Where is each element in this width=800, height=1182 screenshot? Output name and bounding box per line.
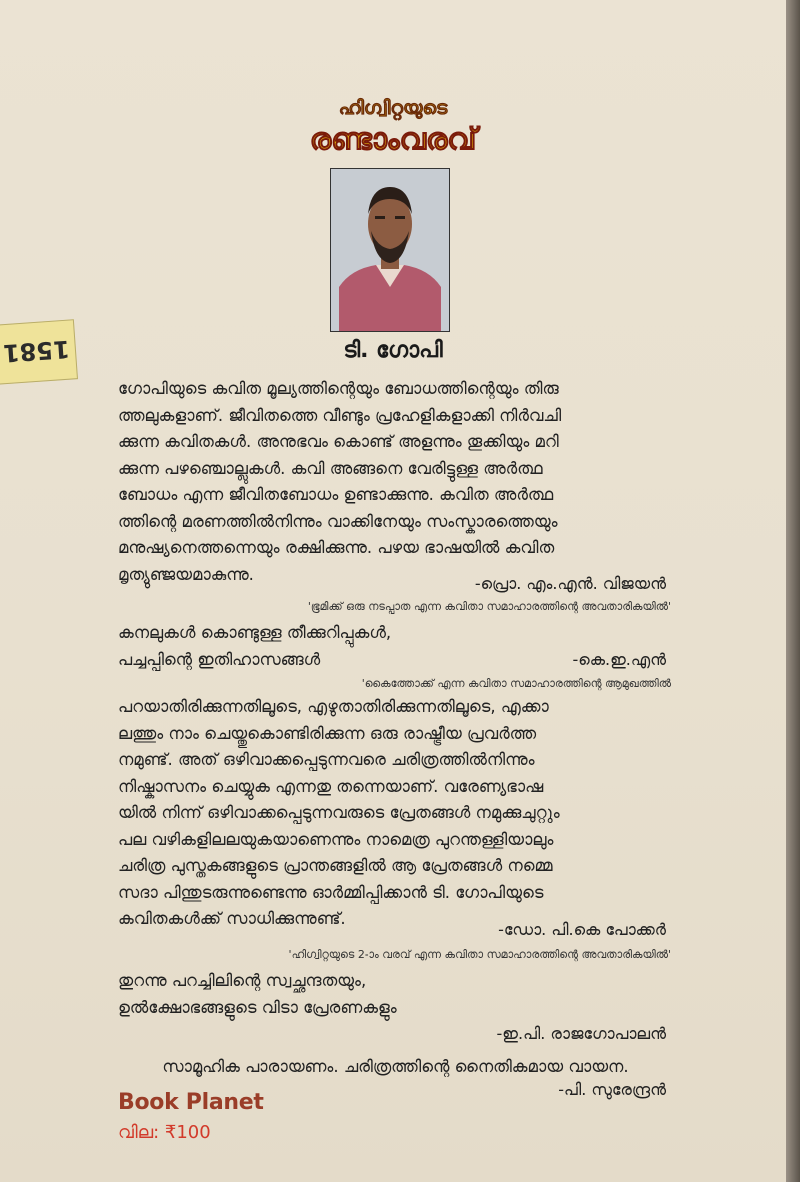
quote-line: ഗോപിയുടെ കവിത മൂല്യത്തിന്റെയും ബോധത്തിന്റെയും തിരു [118,379,559,398]
quote-line: ത്തലുകളാണ്. ജീവിതത്തെ വീണ്ടും പ്രഹേളികളാക്കി നിർവചി [118,405,562,425]
book-spine-edge [786,0,800,1182]
quote-line: നിഷ്കാസനം ചെയ്യുക എന്നതു തന്നെയാണ്. വരേണ്യഭാഷ [118,776,544,796]
quote-pokker [118,694,673,933]
quote-line: കവിതകൾക്ക് സാധിക്കുന്നുണ്ട്. [118,909,346,928]
quote-line: സാമൂഹിക പാരായണം. ചരിത്രത്തിന്റെ നൈതികമായ വായന. [162,1057,629,1076]
quote-vijayan [118,376,673,588]
quote-line: ത്തിന്റെ മരണത്തിൽനിന്നും വാക്കിനേയും സംസ്കാരത്തെയും [118,511,558,531]
quote-surendran [118,1054,673,1081]
source-note-pokker: 'ഹിഗ്വിറ്റയുടെ 2-ാം വരവ് എന്ന കവിതാ സമാഹാരത്തിന്റെ അവതാരികയിൽ' [288,948,671,961]
author-name: ടി. ഗോപി [343,338,443,363]
quote-line: മൃത്യുഞ്ജയമാകുന്നു. [118,564,254,584]
quote-line: പറയാതിരിക്കുന്നതിലൂടെ, എഴുതാതിരിക്കുന്നതിലൂടെ, എക്കാ [118,697,549,716]
attribution-ken: -കെ.ഇ.എൻ [572,650,666,669]
quote-line: മനുഷ്യനെത്തന്നെയും രക്ഷിക്കുന്നു. പഴയ ഭാഷയിൽ കവിത [118,538,555,557]
source-note-ken: 'കൈത്തോക്ക് എന്ന കവിതാ സമാഹാരത്തിന്റെ ആമുഖത്തിൽ [361,677,671,690]
quote-line: ക്കുന്ന കവിതകൾ. അനുഭവം കൊണ്ട് അളന്നും തൂക്കിയും മറി [118,432,559,451]
quote-line: ക്കുന്ന പഴഞ്ചൊല്ലുകൾ. കവി അങ്ങനെ വേരിട്ടുള്ള അർത്ഥ [118,458,543,478]
quote-line: കനലുകൾ കൊണ്ടുള്ള തീക്കുറിപ്പുകൾ, [118,623,392,642]
publisher-logo: Book Planet [118,1090,264,1115]
attribution-rajagopalan: -ഇ.പി. രാജഗോപാലൻ [496,1024,666,1043]
quote-line: ഉൽക്ഷോഭങ്ങളുടെ വിടാ പ്രേരണകളും [118,997,397,1017]
book-title-top: ഹിഗ്വിറ്റയുടെ [338,97,448,119]
source-note-vijayan: 'ഭൂമിക്ക് ഒരു നടപ്പാത എന്ന കവിതാ സമാഹാരത്തിന്റെ അവതാരികയിൽ' [307,600,671,613]
quote-line: സദാ പിന്തുടരുന്നുണ്ടെന്നു ഓർമ്മിപ്പിക്കാൻ ടി. ഗോപിയുടെ [118,882,544,902]
quote-line: ചരിത്ര പുസ്തകങ്ങളുടെ പ്രാന്തങ്ങളിൽ ആ പ്രേതങ്ങൾ നമ്മെ [118,856,553,875]
quote-line: നമുണ്ട്. അത് ഒഴിവാക്കപ്പെടുന്നവരെ ചരിത്രത്തിൽനിന്നും [118,750,535,769]
quote-line: ലത്തും നാം ചെയ്തുകൊണ്ടിരിക്കുന്ന ഒരു രാഷ്ട്രീയ പ്രവർത്ത [118,723,537,743]
quote-line: യിൽ നിന്ന് ഒഴിവാക്കപ്പെടുന്നവരുടെ പ്രേതങ്ങൾ നമുക്കുചുറ്റും [118,803,560,822]
quote-line: പല വഴികളിലലയുകയാണെന്നും നാമെത്ര പുറന്തള്ളിയാലും [118,829,554,849]
quote-line: ബോധം എന്ന ജീവിതബോധം ഉണ്ടാക്കുന്നു. കവിത അർത്ഥ [118,485,554,504]
author-portrait-image [331,169,449,331]
quote-line: തുറന്നു പറച്ചിലിന്റെ സ്വച്ഛന്ദതയും, [118,971,367,990]
sticker-number: 1581 [2,334,71,368]
attribution-pokker: -ഡോ. പി.കെ പോക്കർ [498,920,666,939]
attribution-vijayan: -പ്രൊ. എം.എൻ. വിജയൻ [474,574,666,593]
quote-rajagopalan [118,968,673,1021]
attribution-surendran: -പി. സുരേന്ദ്രൻ [558,1080,666,1099]
price-label: വില: ₹100 [118,1122,211,1143]
author-photo [330,168,450,332]
quote-line: പച്ചപ്പിന്റെ ഇതിഹാസങ്ങൾ [118,649,321,669]
book-title-main: രണ്ടാംവരവ് [309,122,477,157]
